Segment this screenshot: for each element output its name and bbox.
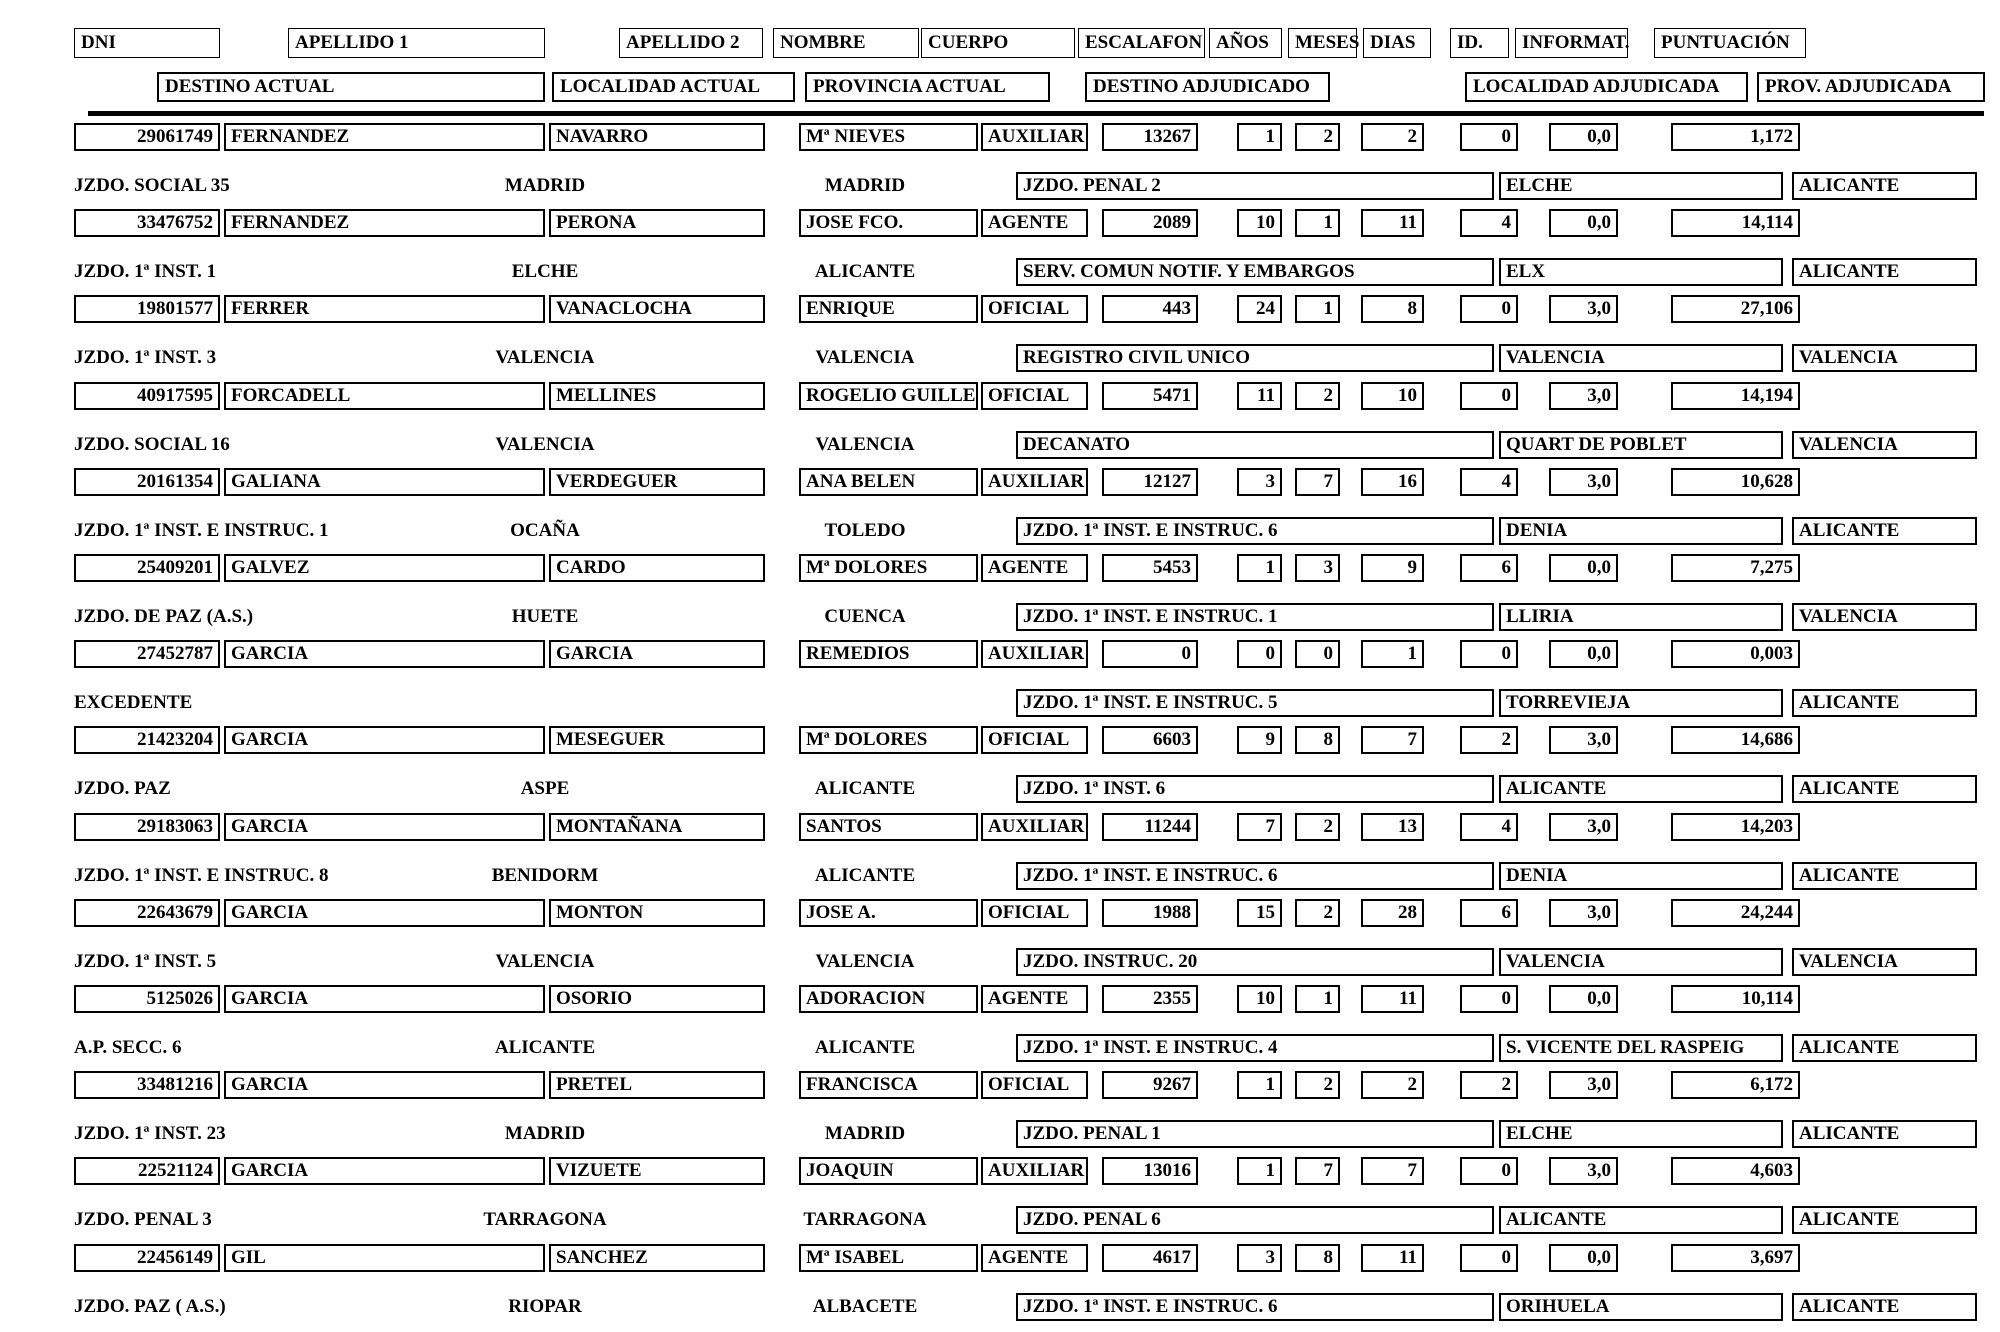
anos-value: 1 (1237, 123, 1282, 151)
localidad-adjudicada-value: ALICANTE (1499, 1206, 1783, 1234)
meses-value: 8 (1295, 1244, 1340, 1272)
provincia-actual-value: ALICANTE (814, 864, 916, 886)
puntuacion-value: 27,106 (1671, 295, 1800, 323)
apellido2-value: OSORIO (549, 985, 765, 1013)
destino-actual-value: JZDO. PAZ (74, 778, 171, 800)
informat-value: 3,0 (1549, 899, 1618, 927)
escalafon-value: 11244 (1102, 813, 1198, 841)
nombre-value: REMEDIOS (799, 640, 978, 668)
dni-value: 40917595 (74, 382, 220, 410)
localidad-actual-value: HUETE (511, 606, 579, 627)
nombre-value: JOAQUIN (799, 1157, 978, 1185)
cuerpo-value: AUXILIAR (981, 1157, 1088, 1185)
escalafon-value: 1988 (1102, 899, 1198, 927)
apellido1-value: GIL (224, 1244, 545, 1272)
prov-adjudicada-value: ALICANTE (1792, 1293, 1977, 1321)
escalafon-value: 2355 (1102, 985, 1198, 1013)
provincia-actual-value: MADRID (824, 175, 906, 196)
dias-value: 13 (1361, 813, 1424, 841)
escalafon-value: 2089 (1102, 209, 1198, 237)
destino-adjudicado-value: JZDO. INSTRUC. 20 (1016, 948, 1494, 976)
destino-actual-value: EXCEDENTE (74, 692, 193, 714)
escalafon-value: 0 (1102, 640, 1198, 668)
prov-adjudicada-value: ALICANTE (1792, 1120, 1977, 1148)
anos-value: 7 (1237, 813, 1282, 841)
nombre-value: Mª DOLORES (799, 726, 978, 754)
localidad-adjudicada-value: LLIRIA (1499, 603, 1783, 631)
localidad-actual-value (410, 689, 680, 717)
apellido1-value: FERRER (224, 295, 545, 323)
anos-value: 0 (1237, 640, 1282, 668)
prov-adjudicada-value: ALICANTE (1792, 1206, 1977, 1234)
puntuacion-value: 10,628 (1671, 468, 1800, 496)
prov-adjudicada-value: ALICANTE (1792, 172, 1977, 200)
prov-adjudicada-value: VALENCIA (1792, 431, 1977, 459)
escalafon-value: 13267 (1102, 123, 1198, 151)
prov-adjudicada-value: VALENCIA (1792, 603, 1977, 631)
id-value: 0 (1460, 295, 1518, 323)
header-apellido1: APELLIDO 1 (288, 28, 545, 58)
cuerpo-value: AUXILIAR (981, 640, 1088, 668)
puntuacion-value: 14,203 (1671, 813, 1800, 841)
apellido2-value: SANCHEZ (549, 1244, 765, 1272)
provincia-actual-value: MADRID (824, 1123, 906, 1145)
nombre-value: ENRIQUE (799, 295, 978, 323)
puntuacion-value: 7,275 (1671, 554, 1800, 582)
record-row (0, 1157, 2000, 1237)
destino-adjudicado-value: JZDO. PENAL 2 (1016, 172, 1494, 200)
destino-adjudicado-value: JZDO. 1ª INST. E INSTRUC. 5 (1016, 689, 1494, 717)
apellido1-value: FERNANDEZ (224, 123, 545, 151)
puntuacion-value: 24,244 (1671, 899, 1800, 927)
localidad-adjudicada-value: ALICANTE (1499, 775, 1783, 803)
header-apellido2: APELLIDO 2 (619, 28, 763, 58)
destino-adjudicado-value: DECANATO (1016, 431, 1494, 459)
informat-value: 0,0 (1549, 554, 1618, 582)
id-value: 2 (1460, 1071, 1518, 1099)
destino-actual-value: JZDO. SOCIAL 16 (74, 433, 230, 455)
apellido1-value: GALVEZ (224, 554, 545, 582)
informat-value: 0,0 (1549, 1244, 1618, 1272)
id-value: 4 (1460, 468, 1518, 496)
record-row (0, 813, 2000, 893)
localidad-adjudicada-value: VALENCIA (1499, 344, 1783, 372)
id-value: 0 (1460, 382, 1518, 410)
anos-value: 10 (1237, 985, 1282, 1013)
dni-value: 22521124 (74, 1157, 220, 1185)
destino-adjudicado-value: JZDO. 1ª INST. E INSTRUC. 6 (1016, 1293, 1494, 1321)
record-row (0, 1244, 2000, 1324)
prov-adjudicada-value: VALENCIA (1792, 948, 1977, 976)
header-localidad-actual: LOCALIDAD ACTUAL (552, 72, 795, 102)
apellido1-value: GARCIA (224, 899, 545, 927)
escalafon-value: 5453 (1102, 554, 1198, 582)
dni-value: 29183063 (74, 813, 220, 841)
meses-value: 7 (1295, 1157, 1340, 1185)
localidad-actual-value: MADRID (504, 175, 586, 196)
destino-actual-value: JZDO. 1ª INST. 3 (74, 347, 217, 369)
apellido2-value: GARCIA (549, 640, 765, 668)
apellido2-value: VIZUETE (549, 1157, 765, 1185)
apellido2-value: NAVARRO (549, 123, 765, 151)
cuerpo-value: OFICIAL (981, 726, 1088, 754)
escalafon-value: 12127 (1102, 468, 1198, 496)
puntuacion-value: 3,697 (1671, 1244, 1800, 1272)
localidad-adjudicada-value: DENIA (1499, 862, 1783, 890)
cuerpo-value: OFICIAL (981, 1071, 1088, 1099)
dni-value: 20161354 (74, 468, 220, 496)
localidad-adjudicada-value: QUART DE POBLET (1499, 431, 1783, 459)
id-value: 6 (1460, 899, 1518, 927)
prov-adjudicada-value: VALENCIA (1792, 344, 1977, 372)
destino-actual-value: JZDO. DE PAZ (A.S.) (74, 606, 254, 627)
header-escalafon: ESCALAFON (1078, 28, 1205, 58)
destino-adjudicado-value: SERV. COMUN NOTIF. Y EMBARGOS (1016, 258, 1494, 286)
record-row (0, 468, 2000, 548)
dni-value: 22456149 (74, 1244, 220, 1272)
cuerpo-value: OFICIAL (981, 382, 1088, 410)
cuerpo-value: OFICIAL (981, 899, 1088, 927)
dni-value: 27452787 (74, 640, 220, 668)
meses-value: 8 (1295, 726, 1340, 754)
nombre-value: Mª ISABEL (799, 1244, 978, 1272)
localidad-actual-value: MADRID (504, 1123, 586, 1145)
dni-value: 21423204 (74, 726, 220, 754)
record-row (0, 726, 2000, 806)
cuerpo-value: AGENTE (981, 985, 1088, 1013)
provincia-actual-value: ALICANTE (814, 1037, 916, 1058)
nombre-value: JOSE FCO. (799, 209, 978, 237)
dias-value: 2 (1361, 1071, 1424, 1099)
dias-value: 11 (1361, 1244, 1424, 1272)
puntuacion-value: 1,172 (1671, 123, 1800, 151)
header-meses: MESES (1288, 28, 1357, 58)
destino-actual-value: JZDO. PENAL 3 (74, 1209, 212, 1231)
apellido2-value: PRETEL (549, 1071, 765, 1099)
localidad-actual-value: ASPE (520, 778, 570, 800)
header-prov-adjudicada: PROV. ADJUDICADA (1757, 72, 1985, 102)
localidad-adjudicada-value: ELCHE (1499, 1120, 1783, 1148)
anos-value: 9 (1237, 726, 1282, 754)
apellido1-value: FERNANDEZ (224, 209, 545, 237)
cuerpo-value: AUXILIAR (981, 123, 1088, 151)
dias-value: 28 (1361, 899, 1424, 927)
record-row (0, 1071, 2000, 1151)
apellido1-value: GARCIA (224, 1157, 545, 1185)
informat-value: 0,0 (1549, 123, 1618, 151)
puntuacion-value: 0,003 (1671, 640, 1800, 668)
nombre-value: SANTOS (799, 813, 978, 841)
meses-value: 1 (1295, 295, 1340, 323)
destino-actual-value: JZDO. 1ª INST. E INSTRUC. 1 (74, 519, 329, 541)
informat-value: 3,0 (1549, 468, 1618, 496)
apellido1-value: GARCIA (224, 985, 545, 1013)
apellido1-value: GARCIA (224, 1071, 545, 1099)
id-value: 0 (1460, 1157, 1518, 1185)
anos-value: 15 (1237, 899, 1282, 927)
prov-adjudicada-value: ALICANTE (1792, 689, 1977, 717)
provincia-actual-value: VALENCIA (815, 950, 915, 972)
provincia-actual-value (755, 689, 975, 717)
prov-adjudicada-value: ALICANTE (1792, 517, 1977, 545)
anos-value: 3 (1237, 468, 1282, 496)
apellido2-value: MONTAÑANA (549, 813, 765, 841)
header-separator-rule (88, 111, 1984, 116)
prov-adjudicada-value: ALICANTE (1792, 862, 1977, 890)
header-destino-actual: DESTINO ACTUAL (157, 72, 545, 102)
dni-value: 33476752 (74, 209, 220, 237)
prov-adjudicada-value: ALICANTE (1792, 1034, 1977, 1062)
localidad-adjudicada-value: DENIA (1499, 517, 1783, 545)
nombre-value: ANA BELEN (799, 468, 978, 496)
prov-adjudicada-value: ALICANTE (1792, 258, 1977, 286)
nombre-value: ROGELIO GUILLE (799, 382, 978, 410)
localidad-actual-value: VALENCIA (495, 347, 595, 369)
record-row (0, 640, 2000, 720)
dias-value: 11 (1361, 209, 1424, 237)
informat-value: 3,0 (1549, 1071, 1618, 1099)
cuerpo-value: AUXILIAR (981, 813, 1088, 841)
puntuacion-value: 14,114 (1671, 209, 1800, 237)
dias-value: 1 (1361, 640, 1424, 668)
dni-value: 25409201 (74, 554, 220, 582)
informat-value: 3,0 (1549, 1157, 1618, 1185)
destino-adjudicado-value: JZDO. 1ª INST. 6 (1016, 775, 1494, 803)
cuerpo-value: AGENTE (981, 209, 1088, 237)
cuerpo-value: AUXILIAR (981, 468, 1088, 496)
record-row (0, 382, 2000, 462)
provincia-actual-value: CUENCA (824, 606, 906, 627)
provincia-actual-value: TARRAGONA (803, 1209, 927, 1231)
header-informat: INFORMAT. (1515, 28, 1628, 58)
apellido2-value: MELLINES (549, 382, 765, 410)
id-value: 0 (1460, 640, 1518, 668)
localidad-actual-value: OCAÑA (510, 519, 580, 541)
informat-value: 3,0 (1549, 726, 1618, 754)
nombre-value: FRANCISCA (799, 1071, 978, 1099)
dias-value: 9 (1361, 554, 1424, 582)
id-value: 4 (1460, 813, 1518, 841)
destino-adjudicado-value: JZDO. 1ª INST. E INSTRUC. 4 (1016, 1034, 1494, 1062)
informat-value: 0,0 (1549, 640, 1618, 668)
dias-value: 16 (1361, 468, 1424, 496)
header-localidad-adjudicada: LOCALIDAD ADJUDICADA (1465, 72, 1748, 102)
meses-value: 0 (1295, 640, 1340, 668)
record-row (0, 899, 2000, 979)
localidad-actual-value: VALENCIA (495, 950, 595, 972)
localidad-adjudicada-value: ELCHE (1499, 172, 1783, 200)
header-puntuacion: PUNTUACIÓN (1654, 28, 1806, 58)
destino-actual-value: JZDO. 1ª INST. E INSTRUC. 8 (74, 864, 329, 886)
informat-value: 0,0 (1549, 209, 1618, 237)
provincia-actual-value: ALICANTE (814, 778, 916, 800)
dias-value: 10 (1361, 382, 1424, 410)
destino-actual-value: JZDO. PAZ ( A.S.) (74, 1295, 226, 1317)
destino-actual-value: JZDO. 1ª INST. 5 (74, 950, 217, 972)
puntuacion-value: 14,194 (1671, 382, 1800, 410)
informat-value: 3,0 (1549, 813, 1618, 841)
dni-value: 33481216 (74, 1071, 220, 1099)
anos-value: 1 (1237, 554, 1282, 582)
dni-value: 19801577 (74, 295, 220, 323)
anos-value: 1 (1237, 1157, 1282, 1185)
header-dias: DIAS (1363, 28, 1431, 58)
informat-value: 0,0 (1549, 985, 1618, 1013)
dias-value: 11 (1361, 985, 1424, 1013)
cuerpo-value: AGENTE (981, 1244, 1088, 1272)
provincia-actual-value: ALBACETE (812, 1295, 918, 1317)
apellido2-value: MESEGUER (549, 726, 765, 754)
localidad-adjudicada-value: ELX (1499, 258, 1783, 286)
localidad-actual-value: RIOPAR (508, 1295, 582, 1317)
escalafon-value: 443 (1102, 295, 1198, 323)
puntuacion-value: 14,686 (1671, 726, 1800, 754)
anos-value: 24 (1237, 295, 1282, 323)
provincia-actual-value: VALENCIA (815, 347, 915, 369)
dias-value: 7 (1361, 1157, 1424, 1185)
anos-value: 10 (1237, 209, 1282, 237)
nombre-value: Mª DOLORES (799, 554, 978, 582)
meses-value: 2 (1295, 123, 1340, 151)
destino-adjudicado-value: REGISTRO CIVIL UNICO (1016, 344, 1494, 372)
anos-value: 3 (1237, 1244, 1282, 1272)
apellido2-value: CARDO (549, 554, 765, 582)
apellido1-value: FORCADELL (224, 382, 545, 410)
record-row (0, 123, 2000, 203)
dias-value: 8 (1361, 295, 1424, 323)
id-value: 4 (1460, 209, 1518, 237)
destino-actual-value: A.P. SECC. 6 (74, 1037, 182, 1058)
apellido1-value: GARCIA (224, 726, 545, 754)
anos-value: 1 (1237, 1071, 1282, 1099)
record-row (0, 554, 2000, 634)
apellido1-value: GARCIA (224, 813, 545, 841)
dni-value: 5125026 (74, 985, 220, 1013)
record-row (0, 985, 2000, 1065)
escalafon-value: 13016 (1102, 1157, 1198, 1185)
meses-value: 2 (1295, 1071, 1340, 1099)
cuerpo-value: OFICIAL (981, 295, 1088, 323)
header-nombre: NOMBRE (773, 28, 919, 58)
prov-adjudicada-value: ALICANTE (1792, 775, 1977, 803)
dni-value: 22643679 (74, 899, 220, 927)
apellido1-value: GARCIA (224, 640, 545, 668)
localidad-actual-value: VALENCIA (495, 433, 595, 455)
localidad-adjudicada-value: S. VICENTE DEL RASPEIG (1499, 1034, 1783, 1062)
provincia-actual-value: VALENCIA (815, 433, 915, 455)
puntuacion-value: 4,603 (1671, 1157, 1800, 1185)
destino-adjudicado-value: JZDO. 1ª INST. E INSTRUC. 6 (1016, 517, 1494, 545)
escalafon-value: 4617 (1102, 1244, 1198, 1272)
apellido2-value: VANACLOCHA (549, 295, 765, 323)
id-value: 0 (1460, 1244, 1518, 1272)
meses-value: 2 (1295, 382, 1340, 410)
meses-value: 7 (1295, 468, 1340, 496)
localidad-actual-value: ELCHE (511, 261, 579, 283)
apellido2-value: PERONA (549, 209, 765, 237)
meses-value: 1 (1295, 985, 1340, 1013)
record-row (0, 209, 2000, 289)
destino-actual-value: JZDO. 1ª INST. 1 (74, 261, 217, 283)
dias-value: 7 (1361, 726, 1424, 754)
escalafon-value: 6603 (1102, 726, 1198, 754)
apellido2-value: MONTON (549, 899, 765, 927)
informat-value: 3,0 (1549, 382, 1618, 410)
dias-value: 2 (1361, 123, 1424, 151)
meses-value: 1 (1295, 209, 1340, 237)
id-value: 6 (1460, 554, 1518, 582)
meses-value: 2 (1295, 899, 1340, 927)
id-value: 2 (1460, 726, 1518, 754)
localidad-adjudicada-value: VALENCIA (1499, 948, 1783, 976)
provincia-actual-value: ALICANTE (814, 261, 916, 283)
header-id: ID. (1450, 28, 1509, 58)
anos-value: 11 (1237, 382, 1282, 410)
dni-value: 29061749 (74, 123, 220, 151)
destino-adjudicado-value: JZDO. 1ª INST. E INSTRUC. 1 (1016, 603, 1494, 631)
escalafon-value: 5471 (1102, 382, 1198, 410)
meses-value: 2 (1295, 813, 1340, 841)
header-dni: DNI (74, 28, 220, 58)
localidad-adjudicada-value: TORREVIEJA (1499, 689, 1783, 717)
apellido2-value: VERDEGUER (549, 468, 765, 496)
id-value: 0 (1460, 985, 1518, 1013)
destino-actual-value: JZDO. SOCIAL 35 (74, 175, 230, 196)
puntuacion-value: 10,114 (1671, 985, 1800, 1013)
header-cuerpo: CUERPO (921, 28, 1075, 58)
informat-value: 3,0 (1549, 295, 1618, 323)
nombre-value: Mª NIEVES (799, 123, 978, 151)
apellido1-value: GALIANA (224, 468, 545, 496)
localidad-adjudicada-value: ORIHUELA (1499, 1293, 1783, 1321)
destino-adjudicado-value: JZDO. PENAL 1 (1016, 1120, 1494, 1148)
localidad-actual-value: TARRAGONA (483, 1209, 607, 1231)
localidad-actual-value: ALICANTE (494, 1037, 596, 1058)
localidad-actual-value: BENIDORM (491, 864, 599, 886)
nombre-value: ADORACION (799, 985, 978, 1013)
meses-value: 3 (1295, 554, 1340, 582)
nombre-value: JOSE A. (799, 899, 978, 927)
escalafon-value: 9267 (1102, 1071, 1198, 1099)
header-provincia-actual: PROVINCIA ACTUAL (805, 72, 1050, 102)
cuerpo-value: AGENTE (981, 554, 1088, 582)
header-anos: AÑOS (1209, 28, 1282, 58)
header-destino-adjudicado: DESTINO ADJUDICADO (1085, 72, 1330, 102)
destino-adjudicado-value: JZDO. 1ª INST. E INSTRUC. 6 (1016, 862, 1494, 890)
puntuacion-value: 6,172 (1671, 1071, 1800, 1099)
record-row (0, 295, 2000, 375)
id-value: 0 (1460, 123, 1518, 151)
destino-adjudicado-value: JZDO. PENAL 6 (1016, 1206, 1494, 1234)
destino-actual-value: JZDO. 1ª INST. 23 (74, 1123, 226, 1145)
provincia-actual-value: TOLEDO (824, 519, 906, 541)
